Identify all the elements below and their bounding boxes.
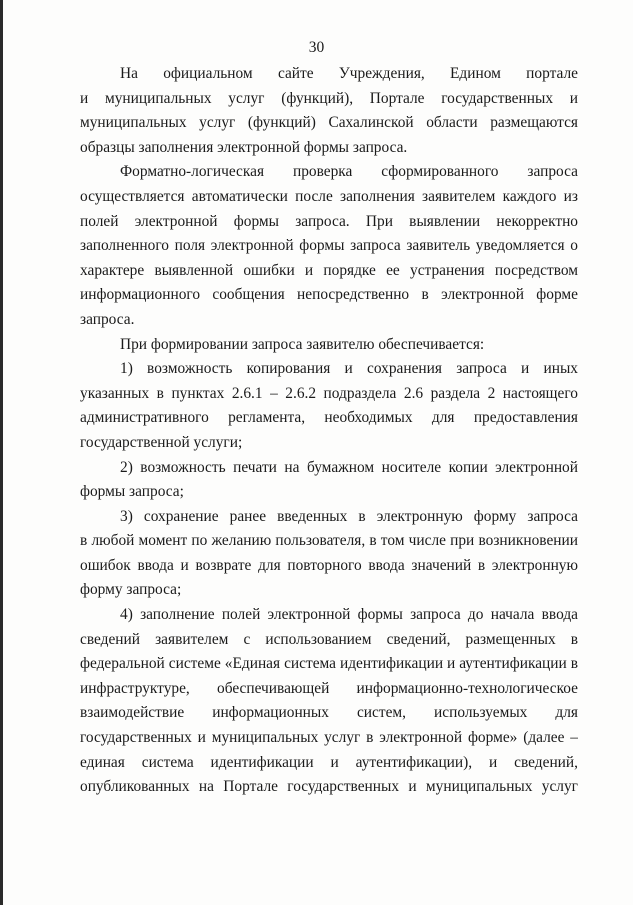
text-line: государственной услуги; [80,433,243,451]
text-line: и муниципальных услуг (функций), Портале государственных и [80,89,578,107]
text-line: информационного сообщения непосредственно в электронной форме [80,286,578,304]
text-line: опубликованных на Портале государственных и муниципальных услуг [80,778,578,796]
text-line: формы запроса; [80,483,184,501]
text-line: сведений заявителем с использованием сведений, размещенных в [80,630,578,648]
text-line: административного регламента, необходимых для предоставления [80,409,578,427]
text-line: единая система идентификации и аутентификации), и сведений, [80,753,578,771]
text-line: ошибок ввода и возврате для повторного ввода значений в электронную [80,556,578,574]
text-line: муниципальных услуг (функций) Сахалинской области размещаются [80,114,578,132]
page-number: 30 [308,39,325,56]
text-line: федеральной системе «Единая система идентификации и аутентификации в [80,655,578,673]
text-line: 2) возможность печати на бумажном носителе копии электронной [120,458,578,476]
text-line: в любой момент по желанию пользователя, в том числе при возникновении [80,532,578,550]
paragraph [80,160,578,332]
text-line: осуществляется автоматически после заполнения заявителем каждого из [80,187,578,205]
paragraph [80,62,578,160]
text-line: характере выявленной ошибки и порядке ее устранения посредством [80,261,578,279]
text-line: При формировании запроса заявителю обеспечивается: [120,335,485,353]
text-line: указанных в пунктах 2.6.1 – 2.6.2 подраздела 2.6 раздела 2 настоящего [80,384,578,402]
text-line: образцы заполнения электронной формы запроса. [80,138,408,156]
text-line: На официальном сайте Учреждения, Едином портале [120,65,578,82]
text-line: полей электронной формы запроса. При выявлении некорректно [80,212,578,230]
paragraph [80,333,578,358]
text-line: заполненного поля электронной формы запроса заявитель уведомляется о [80,237,578,255]
document-body [80,62,578,800]
paragraph [80,505,578,603]
paragraph [80,603,578,800]
text-line: инфраструктуре, обеспечивающей информационно-технологическое [80,679,578,697]
text-line: 3) сохранение ранее введенных в электронную форму запроса [120,507,578,525]
paragraph [80,357,578,455]
text-line: государственных и муниципальных услуг в электронной форме» (далее – [80,729,578,747]
text-line: взаимодействие информационных систем, используемых для [80,704,578,722]
page-edge-shadow [0,0,3,905]
text-line: 1) возможность копирования и сохранения запроса и иных [120,360,578,378]
text-line: 4) заполнение полей электронной формы запроса до начала ввода [120,606,578,624]
text-line: Форматно-логическая проверка сформированного запроса [120,163,578,181]
paragraph [80,456,578,505]
text-line: форму запроса; [80,581,182,599]
text-line: запроса. [80,310,135,328]
